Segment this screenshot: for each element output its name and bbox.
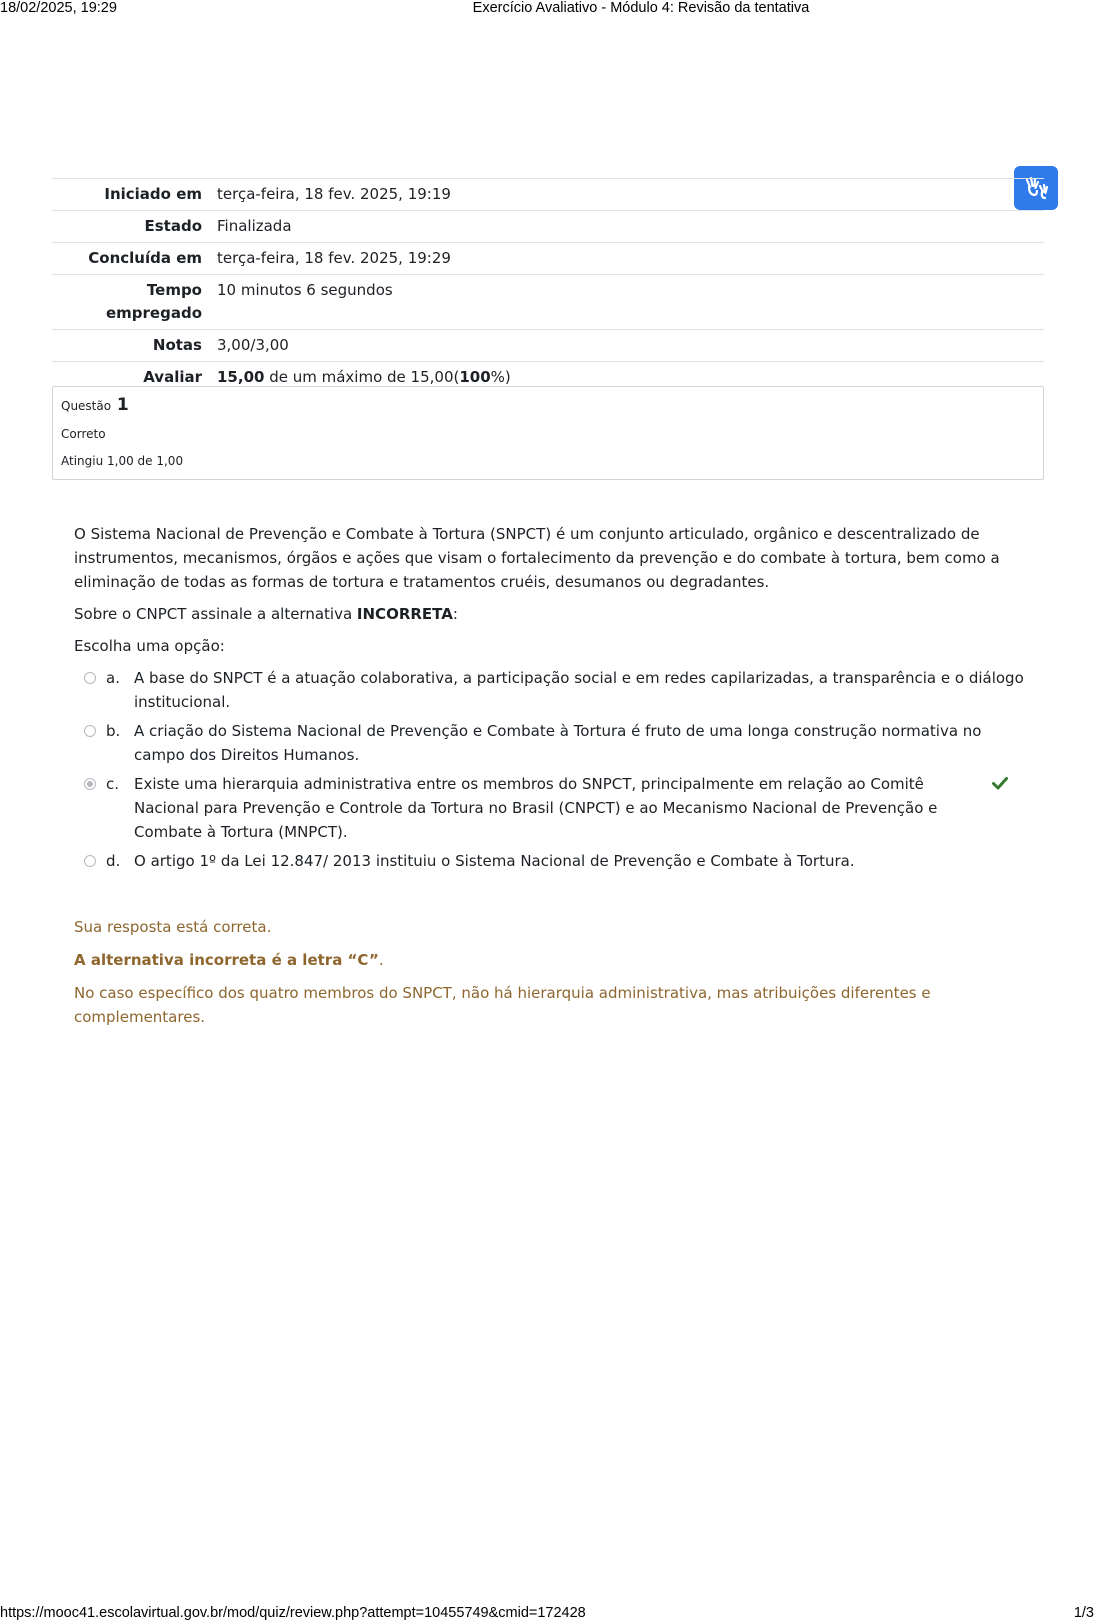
print-url: https://mooc41.escolavirtual.gov.br/mod/quiz/review.php?attempt=10455749&cmid=172428 <box>0 1605 586 1621</box>
radio-option-b[interactable] <box>84 725 96 737</box>
time-label <box>52 275 210 330</box>
summary-row-started <box>52 179 1044 211</box>
feedback-answer-line <box>74 948 1034 972</box>
grade-percent: 100 <box>459 368 491 386</box>
feedback-answer-end: . <box>378 951 384 969</box>
feedback-correct-message: Sua resposta está correta. <box>74 918 272 936</box>
completed-value: terça-feira, 18 fev. 2025, 19:29 <box>210 243 1044 275</box>
answer-option-a[interactable] <box>74 666 1024 714</box>
feedback-explanation: No caso específico dos quatro membros do SNPCT, não há hierarquia administrativa, mas atribuições diferentes e complementares. <box>74 984 931 1026</box>
option-text: O artigo 1º da Lei 12.847/ 2013 instituiu o Sistema Nacional de Prevenção e Combate à Tortura. <box>134 852 855 870</box>
question-info-box <box>52 386 1044 480</box>
started-value: terça-feira, 18 fev. 2025, 19:19 <box>210 179 1044 211</box>
option-letter: d. <box>106 852 121 870</box>
question-text-2-bold: INCORRETA <box>356 605 453 623</box>
radio-option-d[interactable] <box>84 855 96 867</box>
question-text-2-start: Sobre o CNPCT assinale a alternativa <box>74 605 357 623</box>
print-header <box>0 0 1094 20</box>
started-label: Iniciado em <box>52 179 210 211</box>
radio-option-c[interactable] <box>84 778 96 790</box>
marks-value: 3,00/3,00 <box>210 330 1044 362</box>
question-content <box>74 522 1024 878</box>
option-letter: a. <box>106 669 120 687</box>
completed-label: Concluída em <box>52 243 210 275</box>
time-label-line-1: Tempo <box>146 281 202 299</box>
option-text: A base do SNPCT é a atuação colaborativa, a participação social e em redes capilarizadas, a transparência e o diálogo institucional. <box>134 669 1024 711</box>
radio-option-a[interactable] <box>84 672 96 684</box>
time-value: 10 minutos 6 segundos <box>210 275 1044 330</box>
check-icon <box>992 776 1008 790</box>
question-number-value: 1 <box>116 395 129 415</box>
summary-row-time <box>52 275 1044 330</box>
print-page-title: Exercício Avaliativo - Módulo 4: Revisão da tentativa <box>472 0 810 16</box>
option-letter: b. <box>106 722 121 740</box>
answer-prompt: Escolha uma opção: <box>74 637 225 655</box>
time-label-line-2: empregado <box>105 304 202 322</box>
marks-label: Notas <box>52 330 210 362</box>
question-state: Correto <box>61 427 106 441</box>
option-text: A criação do Sistema Nacional de Prevenção e Combate à Tortura é fruto de uma longa construção normativa no campo dos Direitos Humanos. <box>134 722 982 764</box>
grade-middle: de um máximo de 15,00( <box>264 368 460 386</box>
question-text-2-end: : <box>452 605 458 623</box>
question-text-2 <box>74 602 1024 626</box>
answer-option-c[interactable] <box>74 772 1024 844</box>
question-grade: Atingiu 1,00 de 1,00 <box>61 454 184 468</box>
feedback-panel <box>74 915 1034 1038</box>
question-number <box>61 395 129 415</box>
summary-row-marks <box>52 330 1044 362</box>
question-number-label: Questão <box>61 399 112 413</box>
state-label: Estado <box>52 211 210 243</box>
summary-row-completed <box>52 243 1044 275</box>
print-footer <box>0 1601 1094 1623</box>
print-datetime: 18/02/2025, 19:29 <box>0 0 117 16</box>
grade-end: %) <box>490 368 511 386</box>
answer-options <box>74 666 1024 873</box>
question-text-1: O Sistema Nacional de Prevenção e Combate à Tortura (SNPCT) é um conjunto articulado, orgânico e descentralizado de instrumentos, mecanismos, órgãos e ações que visam o fortalecimento da prevenção e do combate à tortura, bem como a eliminação de todas as formas de tortura e tratamentos cruéis, desumanos ou degradantes. <box>74 525 1000 591</box>
grade-score: 15,00 <box>217 368 265 386</box>
print-page-number: 1/3 <box>1073 1605 1094 1621</box>
state-value: Finalizada <box>210 211 1044 243</box>
feedback-answer-bold: A alternativa incorreta é a letra “C” <box>74 951 379 969</box>
attempt-summary-table <box>52 178 1044 393</box>
answer-option-d[interactable] <box>74 849 1024 873</box>
option-letter: c. <box>106 775 120 793</box>
answer-option-b[interactable] <box>74 719 1024 767</box>
summary-row-state <box>52 211 1044 243</box>
grade-label: Avaliar <box>52 362 210 394</box>
option-text: Existe uma hierarquia administrativa entre os membros do SNPCT, principalmente em relação ao Comitê Nacional para Prevenção e Controle da Tortura no Brasil (CNPCT) e ao Mecanismo Nacional de Prevenção e Combate à Tortura (MNPCT). <box>134 775 938 841</box>
